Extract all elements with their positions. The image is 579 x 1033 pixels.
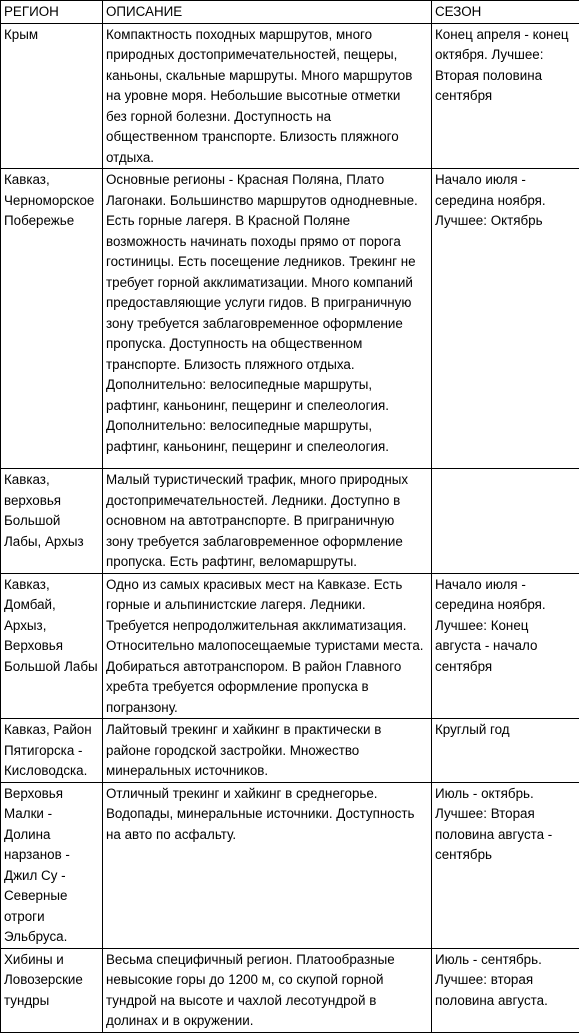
region-text: Кавказ, верховья Большой Лабы, Архыз (4, 470, 99, 552)
region-cell (1, 948, 103, 1032)
region-cell (1, 23, 103, 169)
table-row (1, 573, 579, 719)
table-row (1, 169, 579, 469)
season-text: Начало июля - середина ноября. Лучшее: Конец августа - начало сентября (435, 575, 576, 678)
header-description: ОПИСАНИЕ (103, 1, 432, 24)
season-cell (432, 23, 579, 169)
description-cell (103, 573, 432, 719)
description-cell (103, 782, 432, 948)
region-text: Кавказ, Район Пятигорска - Кисловодска. (4, 720, 99, 782)
table-row (1, 469, 579, 574)
region-cell (1, 782, 103, 948)
season-text: Начало июля - середина ноября. Лучшее: Октябрь (435, 170, 576, 232)
season-text: Конец апреля - конец октября. Лучшее: Вторая половина сентября (435, 25, 576, 107)
season-cell (432, 169, 579, 469)
season-cell (432, 948, 579, 1032)
description-text: Отличный трекинг и хайкинг в среднегорье. Водопады, минеральные источники. Доступность на авто по асфальту. (106, 784, 428, 846)
region-text: Крым (4, 25, 99, 46)
header-region: РЕГИОН (1, 1, 103, 24)
season-cell (432, 573, 579, 719)
region-text: Верховья Малки - Долина нарзанов - Джил Су - Северные отроги Эльбруса. (4, 784, 99, 948)
description-text: Одно из самых красивых мест на Кавказе. Есть горные и альпинистские лагеря. Ледники. Требуется непродолжительная акклиматизация. Относительно малопосещаемые туристами места. Добираться автотранспором. В район Главного хребта требуется оформление пропуска в погранзону. (106, 575, 428, 719)
description-text: Весьма специфичный регион. Платообразные невысокие горы до 1200 м, со скупой горной тундрой на высоте и чахлой лесотундрой в долинах и в окружении. (106, 950, 428, 1032)
table-row (1, 948, 579, 1032)
description-cell (103, 23, 432, 169)
region-cell (1, 469, 103, 574)
description-cell (103, 469, 432, 574)
season-text: Июль - сентябрь. Лучшее: вторая половина августа. (435, 950, 576, 1012)
header-season: СЕЗОН (432, 1, 579, 24)
description-text: Компактность походных маршрутов, много природных достопримечательностей, пещеры, каньоны, скальные маршруты. Много маршрутов на уровне моря. Небольшие высотные отметки без горной болезни. Доступность на общественном транспорте. Близость пляжного отдыха. (106, 25, 428, 169)
table-row (1, 23, 579, 169)
description-text: Основные регионы - Красная Поляна, Плато Лагонаки. Большинство маршрутов однодневные. Есть горные лагеря. В Красной Поляне возможность начинать походы прямо от порога гостиницы. Есть посещение ледников. Трекинг не требует горной акклиматизации. Много компаний предоставляющие услуги гидов. В приграничную зону требуется заблаговременное оформление пропуска. Доступность на общественном транспорте. Близость пляжного отдыха. Дополнительно: велосипедные маршруты, рафтинг, каньонинг, пещеринг и спелеология. Дополнительно: велосипедные маршруты, рафтинг, каньонинг, пещеринг и спелеология. (106, 170, 428, 457)
season-cell (432, 782, 579, 948)
region-cell (1, 169, 103, 469)
description-cell (103, 948, 432, 1032)
region-text: Хибины и Ловозерские тундры (4, 950, 99, 1012)
season-cell (432, 469, 579, 574)
region-cell (1, 719, 103, 783)
table-row (1, 719, 579, 783)
table-row (1, 782, 579, 948)
season-cell (432, 719, 579, 783)
region-text: Кавказ, Черноморское Побережье (4, 170, 99, 232)
description-cell (103, 169, 432, 469)
description-text: Лайтовый трекинг и хайкинг в практически в районе городской застройки. Множество минеральных источников. (106, 720, 428, 782)
season-text: Июль - октябрь. Лучшее: Вторая половина августа - сентябрь (435, 784, 576, 866)
region-cell (1, 573, 103, 719)
description-cell (103, 719, 432, 783)
description-text: Малый туристический трафик, много природных достопримечательностей. Ледники. Доступно в основном на автотранспорте. В приграничную зону требуется заблаговременное оформление пропуска. Есть рафтинг, веломаршруты. (106, 470, 428, 573)
region-text: Кавказ, Домбай, Архыз, Верховья Большой Лабы (4, 575, 99, 678)
header-row (1, 1, 579, 24)
season-text: Круглый год (435, 720, 576, 741)
